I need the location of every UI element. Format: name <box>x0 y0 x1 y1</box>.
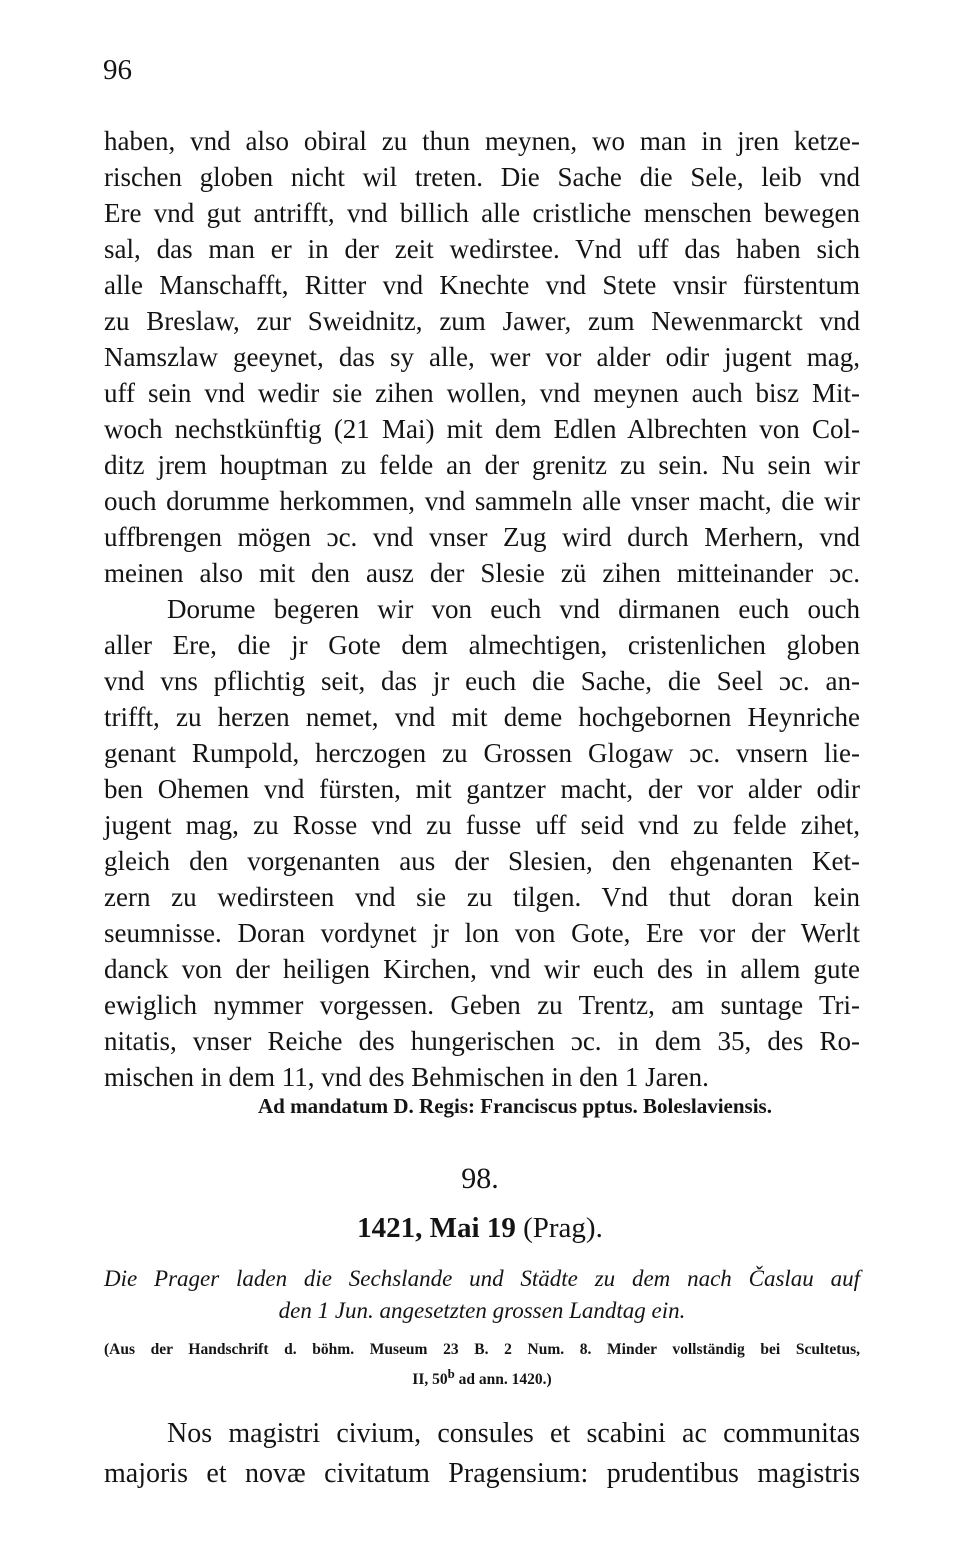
body-line: Namszlaw geeynet, das sy alle, wer vor alder odir jugent mag, <box>104 342 860 372</box>
body-line: ditz jrem houptman zu felde an der grenitz zu sein. Nu sein wir <box>104 450 860 480</box>
body-line: ewiglich nymmer vorgessen. Geben zu Trentz, am suntage Tri- <box>104 990 860 1020</box>
page-number: 96 <box>103 54 132 86</box>
body-line: alle Manschafft, Ritter vnd Knechte vnd Stete vnsir fürstentum <box>104 270 860 300</box>
document-date-heading <box>0 1209 960 1247</box>
body-line: ouch dorumme herkommen, vnd sammeln alle vnser macht, die wir <box>104 486 860 516</box>
source-note <box>104 1338 860 1392</box>
body-line: trifft, zu herzen nemet, vnd mit deme hochgebornen Heynriche <box>104 702 860 732</box>
body-line: aller Ere, die jr Gote dem almechtigen, cristenlichen globen <box>104 630 860 660</box>
body-line: zu Breslaw, zur Sweidnitz, zum Jawer, zum Newenmarckt vnd <box>104 306 860 336</box>
body-line: genant Rumpold, herczogen zu Grossen Glogaw ɔc. vnsern lie- <box>104 738 860 768</box>
source-line <box>104 1362 860 1392</box>
body-line: haben, vnd also obiral zu thun meynen, wo man in jren ketze- <box>104 126 860 156</box>
body-line: woch nechstkünftig (21 Mai) mit dem Edlen Albrechten von Col- <box>104 414 860 444</box>
summary-line: den 1 Jun. angesetzten grossen Landtag ein. <box>278 1298 686 1323</box>
body-line: seumnisse. Doran vordynet jr lon von Gote, Ere vor der Werlt <box>104 918 860 948</box>
body-line: vnd vns pflichtig seit, das jr euch die Sache, die Seel ɔc. an- <box>104 666 860 696</box>
summary-line: Die Prager laden die Sechslande und Städte zu dem nach Časlau auf <box>104 1266 860 1291</box>
opening-line: Nos magistri civium, consules et scabini ac communitas <box>167 1418 860 1449</box>
body-line: uff sein vnd wedir sie zihen wollen, vnd meynen auch bisz Mit- <box>104 378 860 408</box>
source-ref-superscript: b <box>447 1366 455 1381</box>
source-ref: II, 50 <box>412 1371 448 1389</box>
source-line: (Aus der Handschrift d. böhm. Museum 23 B. 2 Num. 8. Minder vollständig bei Scultetus, <box>104 1341 860 1358</box>
document-date: 1421, Mai 19 <box>357 1212 516 1244</box>
opening-line: majoris et novæ civitatum Pragensium: prudentibus magistris <box>104 1458 860 1489</box>
document-opening <box>104 1414 860 1494</box>
body-line: Dorume begeren wir von euch vnd dirmanen euch ouch <box>167 594 860 624</box>
body-line: mischen in dem 11, vnd des Behmischen in den 1 Jaren. <box>104 1062 709 1092</box>
body-line: jugent mag, zu Rosse vnd zu fusse uff seid vnd zu felde zihet, <box>104 810 860 840</box>
document-summary <box>104 1263 860 1327</box>
body-line: ben Ohemen vnd fürsten, mit gantzer macht, der vor alder odir <box>104 774 860 804</box>
body-line: uffbrengen mögen ɔc. vnd vnser Zug wird durch Merhern, vnd <box>104 522 860 552</box>
body-line: gleich den vorgenanten aus der Slesien, den ehgenanten Ket- <box>104 846 860 876</box>
signature-line: Ad mandatum D. Regis: Franciscus pptus. Boleslaviensis. <box>258 1094 772 1118</box>
letter-body <box>104 123 860 1095</box>
body-line: sal, das man er in der zeit wedirstee. Vnd uff das haben sich <box>104 234 860 264</box>
document-number: 98. <box>461 1162 499 1195</box>
body-line: danck von der heiligen Kirchen, vnd wir euch des in allem gute <box>104 954 860 984</box>
source-ref-tail: ad ann. 1420.) <box>454 1371 552 1389</box>
document-place: (Prag). <box>523 1212 603 1244</box>
body-line: zern zu wedirsteen vnd sie zu tilgen. Vnd thut doran kein <box>104 882 860 912</box>
body-line: Ere vnd gut antrifft, vnd billich alle cristliche menschen bewegen <box>104 198 860 228</box>
body-line: rischen globen nicht wil treten. Die Sache die Sele, leib vnd <box>104 162 860 192</box>
body-line: meinen also mit den ausz der Slesie zü zihen mitteinander ɔc. <box>104 558 860 588</box>
body-line: nitatis, vnser Reiche des hungerischen ɔc. in dem 35, des Ro- <box>104 1026 860 1056</box>
